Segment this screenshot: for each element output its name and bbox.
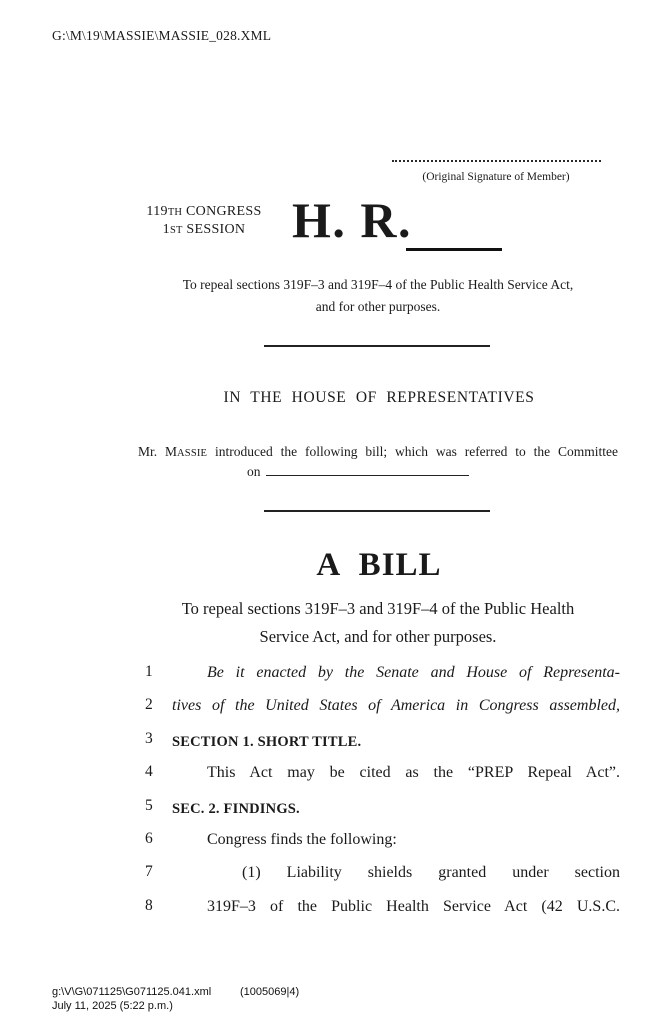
introduction-text: introduced the following bill; which was referred to the Committee	[207, 444, 618, 459]
footer-line-1	[52, 986, 299, 1000]
line-text: Be it enacted by the Senate and House of Representa-	[207, 664, 620, 681]
congress-session-block	[135, 204, 273, 239]
line-number: 3	[145, 729, 153, 747]
sponsor-name: Mr. M	[138, 444, 177, 459]
line-number: 5	[145, 796, 153, 814]
congress-line: 119TH CONGRESS	[146, 204, 262, 219]
bill-line	[0, 797, 648, 830]
bill-line	[0, 730, 648, 763]
line-text: SEC. 2. FINDINGS.	[172, 800, 300, 817]
official-title-top-line1: To repeal sections 319F–3 and 319F–4 of the Public Health Service Act,	[182, 277, 574, 292]
official-title-main-line1: To repeal sections 319F–3 and 319F–4 of the Public Health	[181, 599, 575, 618]
introduction-line	[138, 444, 618, 460]
sponsor-name-smallcaps: ASSIE	[177, 448, 208, 459]
line-number: 4	[145, 763, 153, 781]
bill-designation: H. R.	[292, 192, 412, 248]
line-number: 6	[145, 829, 153, 847]
bill-number-blank	[406, 218, 502, 251]
line-number: 8	[145, 896, 153, 914]
bill-title: A BILL	[316, 547, 442, 583]
bill-line	[0, 763, 648, 796]
document-footer	[52, 986, 299, 1013]
chamber-heading: IN THE HOUSE OF REPRESENTATIVES	[223, 389, 535, 406]
line-text: This Act may be cited as the “PREP Repeal Act”.	[207, 764, 620, 782]
bill-line	[0, 897, 648, 930]
line-text: tives of the United States of America in Congress assembled,	[172, 697, 620, 715]
line-text: 319F–3 of the Public Health Service Act (42 U.S.C.	[207, 897, 620, 915]
horizontal-rule-middle	[264, 510, 490, 512]
bill-line	[0, 696, 648, 729]
official-title-top	[94, 274, 648, 317]
session-line: 1ST SESSION	[162, 221, 246, 237]
official-title-main	[120, 595, 636, 650]
official-title-top-line2: and for other purposes.	[315, 298, 441, 314]
bill-line	[0, 663, 648, 696]
committee-name-blank	[266, 462, 469, 476]
line-text: SECTION 1. SHORT TITLE.	[172, 733, 362, 750]
line-text: (1) Liability shields granted under section	[242, 864, 620, 882]
official-title-main-line2: Service Act, and for other purposes.	[259, 626, 497, 646]
bill-line	[0, 830, 648, 863]
committee-line: on	[247, 462, 469, 480]
document-file-path: G:\M\19\MASSIE\MASSIE_028.XML	[52, 28, 272, 43]
signature-caption: (Original Signature of Member)	[422, 171, 570, 183]
footer-date: July 11, 2025 (5:22 p.m.)	[52, 999, 173, 1012]
footer-file-path: g:\V\G\071125\G071125.041.xml	[52, 986, 212, 998]
bill-body-text	[0, 663, 648, 930]
line-text: Congress finds the following:	[207, 830, 397, 848]
line-number: 1	[145, 663, 153, 680]
horizontal-rule-top	[264, 345, 490, 347]
line-number: 7	[145, 863, 153, 881]
signature-dotted-line	[392, 151, 601, 162]
bill-line	[0, 863, 648, 896]
line-number: 2	[145, 696, 153, 714]
footer-code: (1005069|4)	[240, 986, 300, 998]
